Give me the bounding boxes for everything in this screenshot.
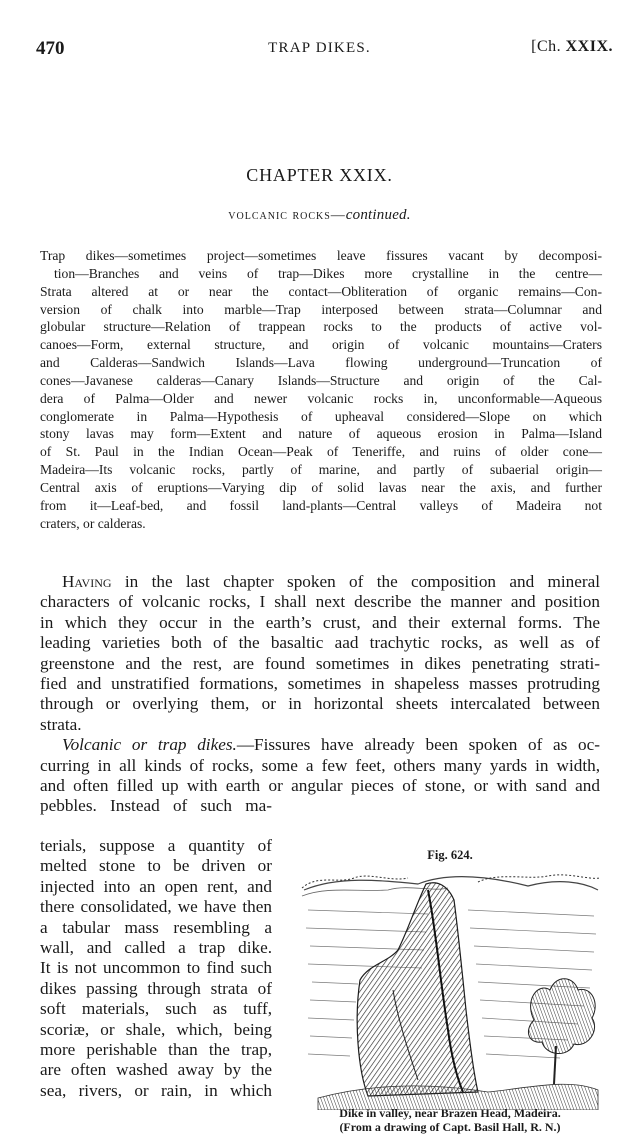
summary-line: Strata altered at or near the contact—Obliteration of organic remains—Con- xyxy=(40,283,602,299)
body-text xyxy=(40,572,600,817)
body-line: fied and unstratified formations, sometimes in shapeless masses protruding xyxy=(40,674,600,694)
body-line: there consolidated, we have then xyxy=(40,897,272,917)
body-line: It is not uncommon to find such xyxy=(40,958,272,978)
chapter-ref-number: XXIX. xyxy=(565,38,613,55)
summary-line: canoes—Form, external structure, and origin of volcanic mountains—Craters xyxy=(40,337,602,353)
caption-line-1: Dike in valley, near Brazen Head, Madeira. xyxy=(339,1106,561,1120)
body-line: dikes passing through strata of xyxy=(40,978,272,998)
body-line: through or overlying them, or in horizontal sheets intercalated between xyxy=(40,694,600,714)
page-header xyxy=(0,38,639,62)
body-line: leading varieties both of the basaltic aad trachytic rocks, as well as of xyxy=(40,633,600,653)
summary-line: version of chalk into marble—Trap interposed between strata—Columnar and xyxy=(40,301,602,317)
body-line: are often washed away by the xyxy=(40,1060,272,1080)
chapter-reference xyxy=(531,38,613,56)
wrapped-text-column xyxy=(40,836,272,1101)
summary-line: globular structure—Relation of trappean rocks to the products of active vol- xyxy=(40,319,602,335)
body-line: wall, and called a trap dike. xyxy=(40,938,272,958)
summary-line: and Calderas—Sandwich Islands—Lava flowing underground—Truncation of xyxy=(40,355,602,371)
body-line: sea, rivers, or rain, in which xyxy=(40,1080,272,1100)
body-line: characters of volcanic rocks, I shall next describe the manner and position xyxy=(40,592,600,612)
chapter-ref-prefix: [Ch. xyxy=(531,38,562,55)
summary-line: cones—Javanese calderas—Canary Islands—Structure and origin of the Cal- xyxy=(40,372,602,388)
dike-engraving-illustration xyxy=(298,870,603,1110)
summary-line: Trap dikes—sometimes project—sometimes leave fissures vacant by decomposi- xyxy=(40,248,602,263)
paragraph-first-rest: —Fissures have already been spoken of as oc- xyxy=(236,735,600,755)
body-line: curring in all kinds of rocks, some a few feet, others many yards in width, xyxy=(40,755,600,775)
figure-caption xyxy=(290,1106,610,1134)
body-line: a tabular mass resembling a xyxy=(40,917,272,937)
body-line: injected into an open rent, and xyxy=(40,876,272,896)
summary-line: stony lavas may form—Extent and nature of aqueous erosion in Palma—Island xyxy=(40,426,602,442)
subtitle-caps: volcanic rocks— xyxy=(228,208,346,223)
body-line: in which they occur in the earth’s crust, and their external forms. The xyxy=(40,612,600,632)
figure-624 xyxy=(290,846,610,1136)
body-line: more perishable than the trap, xyxy=(40,1040,272,1060)
body-line: greenstone and the rest, are found sometimes in dikes penetrating strati- xyxy=(40,653,600,673)
body-line: and often filled up with earth or angular pieces of stone, or with sand and xyxy=(40,776,600,796)
summary-line: Madeira—Its volcanic rocks, partly of marine, and partly of subaerial origin— xyxy=(40,462,602,478)
running-head: TRAP DIKES. xyxy=(268,40,371,56)
section-heading-italic: Volcanic or trap dikes. xyxy=(62,735,237,755)
summary-line: Central axis of eruptions—Varying dip of solid lavas near the axis, and further xyxy=(40,479,602,495)
summary-line: conglomerate in Palma—Hypothesis of upheaval considered—Slope on which xyxy=(40,408,602,424)
summary-line: craters, or calderas. xyxy=(40,515,146,531)
body-line: terials, suppose a quantity of xyxy=(40,836,272,855)
paragraph-first-line xyxy=(40,572,600,592)
paragraph-first-line xyxy=(40,735,600,755)
paragraph-first-rest: in the last chapter spoken of the composition and mineral xyxy=(111,572,600,591)
summary-line: tion—Branches and veins of trap—Dikes more crystalline in the centre— xyxy=(54,265,602,281)
body-line: scoriæ, or shale, which, being xyxy=(40,1019,272,1039)
chapter-title: CHAPTER XXIX. xyxy=(246,165,393,185)
chapter-summary xyxy=(40,247,602,533)
summary-line: of St. Paul in the Indian Ocean—Peak of Teneriffe, and ruins of older cone— xyxy=(40,444,602,460)
chapter-subtitle xyxy=(0,207,639,224)
caption-line-2: (From a drawing of Capt. Basil Hall, R. N.) xyxy=(339,1120,561,1134)
body-line: soft materials, such as tuff, xyxy=(40,999,272,1019)
subtitle-italic: continued. xyxy=(345,207,411,223)
page-number: 470 xyxy=(36,38,65,59)
summary-line: from it—Leaf-bed, and fossil land-plants—Central valleys of Madeira not xyxy=(40,497,602,513)
body-line: strata. xyxy=(40,714,82,734)
paragraph-lead-word: Having xyxy=(62,572,112,591)
body-line: pebbles. Instead of such ma- xyxy=(40,796,272,816)
summary-line: dera of Palma—Older and newer volcanic rocks in, unconformable—Aqueous xyxy=(40,390,602,406)
body-line: melted stone to be driven or xyxy=(40,856,272,876)
figure-label: Fig. 624. xyxy=(427,848,473,862)
